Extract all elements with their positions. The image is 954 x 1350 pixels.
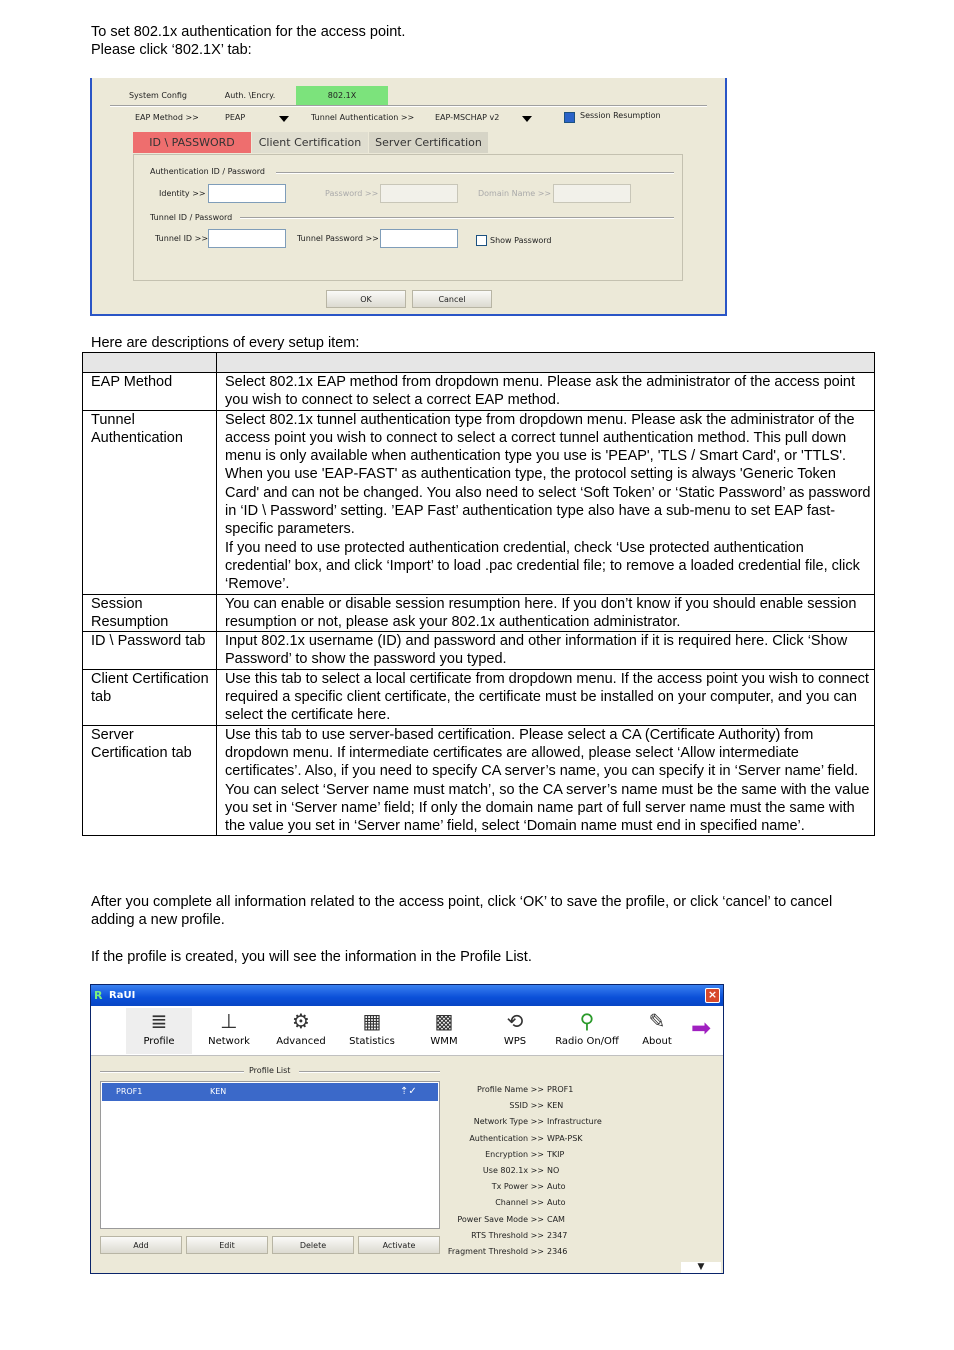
info-row: Fragment Threshold >> 2346 — [447, 1247, 568, 1257]
statistics-icon: ▦ — [362, 1009, 382, 1033]
wmm-icon: ▩ — [434, 1009, 454, 1033]
profile-ssid-cell: KEN — [210, 1087, 227, 1096]
tunnel-password-label: Tunnel Password >> — [297, 234, 379, 243]
toolbar-about[interactable] — [624, 1008, 690, 1054]
next-arrow-icon[interactable]: ➡ — [691, 1014, 712, 1042]
tunnel-id-input[interactable] — [208, 229, 286, 248]
description-table — [82, 352, 875, 836]
ok-button[interactable]: OK — [326, 290, 406, 308]
toolbar-profile[interactable] — [126, 1008, 192, 1054]
add-button[interactable]: Add — [100, 1236, 182, 1254]
table-row — [83, 725, 875, 836]
after-paragraph-1: After you complete all information related to the access point, click ‘OK’ to save the profile, or click ‘cancel’ to cancel adding a new profile. — [91, 894, 833, 928]
profile-row[interactable] — [102, 1083, 438, 1101]
tunnel-auth-dropdown-icon[interactable] — [522, 116, 532, 122]
session-resumption-checkbox[interactable] — [564, 112, 575, 123]
about-icon: ✎ — [648, 1009, 666, 1033]
subtab-id-password[interactable]: ID \ PASSWORD — [133, 132, 251, 153]
toolbar-label: Radio On/Off — [555, 1036, 619, 1047]
password-label: Password >> — [325, 189, 379, 198]
eap-method-select[interactable]: PEAP — [225, 113, 246, 122]
toolbar-label: Network — [208, 1036, 250, 1047]
after-paragraph-2: If the profile is created, you will see the information in the Profile List. — [91, 949, 532, 965]
desc-cell: You can enable or disable session resumption here. If you don’t know if you should enable session resumption or not, please ask your 802.1x authentication administrator. — [217, 594, 875, 632]
profile-info-panel — [434, 1082, 602, 1260]
toolbar-statistics[interactable] — [339, 1008, 405, 1054]
tunnel-id-label: Tunnel ID >> — [155, 234, 209, 243]
main-tabs — [112, 86, 388, 105]
tunnel-group-title: Tunnel ID / Password — [150, 213, 233, 222]
toolbar-label: WPS — [503, 1036, 527, 1047]
item-cell: Tunnel Authentication — [83, 410, 217, 594]
item-cell: ID \ Password tab — [83, 632, 217, 670]
toolbar-label: Profile — [143, 1036, 175, 1047]
raui-titlebar — [91, 985, 723, 1006]
info-row: Channel >> Auto — [495, 1198, 566, 1208]
domain-input[interactable] — [553, 184, 631, 203]
cancel-button[interactable]: Cancel — [412, 290, 492, 308]
network-icon: ⊥ — [220, 1009, 238, 1033]
toolbar-wmm[interactable] — [411, 1008, 477, 1054]
table-header-cell — [217, 353, 875, 373]
tab-divider — [110, 105, 707, 107]
app-logo-icon: R — [94, 989, 103, 1002]
info-row: Tx Power >> Auto — [491, 1182, 566, 1192]
table-header-row — [83, 353, 875, 373]
toolbar-radio-onoff[interactable] — [551, 1008, 623, 1054]
desc-paragraph: Select 802.1x tunnel authentication type from dropdown menu. Please ask the administrator of the access point you wish to connect to select a correct tunnel authentication method. This pull down menu is only available when authentication type you use is 'PEAP', 'TLS / Smart Card', or 'TTLS'. When you use 'EAP-FAST' as authentication type, the protocol setting is always 'Generic Token Card' and can not be changed. You also need to select ‘Soft Token’ or ‘Static Password’ as password in ‘ID \ Password’ setting. ’EAP Fast’ authentication type also have a sub-menu to set EAP fast-specific parameters. — [225, 411, 871, 538]
toolbar-label: Statistics — [349, 1036, 395, 1047]
tunnel-group-line — [240, 217, 674, 219]
info-row: Use 802.1x >> NO — [482, 1166, 560, 1176]
toolbar-advanced[interactable] — [268, 1008, 334, 1054]
toolbar-label: About — [642, 1036, 672, 1047]
descriptions-heading: Here are descriptions of every setup item: — [91, 335, 360, 351]
domain-label: Domain Name >> — [478, 189, 552, 198]
info-row: Profile Name >> PROF1 — [477, 1085, 574, 1094]
desc-cell: Use this tab to select a local certificate from dropdown menu. If the access point you wish to connect required a specific client certificate, the certificate must be installed on your computer, and you can select the certificate here. — [217, 669, 875, 725]
toolbar-label: Advanced — [276, 1036, 326, 1047]
delete-button[interactable]: Delete — [272, 1236, 354, 1254]
tunnel-password-input[interactable] — [380, 229, 458, 248]
tab-auth-encry[interactable]: Auth. \Encry. — [224, 91, 276, 100]
tab-system-config[interactable]: System Config — [128, 91, 188, 100]
subtab-client-certification[interactable]: Client Certification — [252, 132, 368, 153]
info-row: Encryption >> TKIP — [485, 1149, 565, 1159]
item-cell: Server Certification tab — [83, 725, 217, 836]
show-password-label: Show Password — [490, 236, 552, 245]
edit-button[interactable]: Edit — [186, 1236, 268, 1254]
info-row: Authentication >> WPA-PSK — [469, 1133, 583, 1143]
raui-toolbar — [91, 1006, 723, 1056]
info-row: SSID >> KEN — [509, 1101, 564, 1111]
profile-list-line-left — [100, 1071, 244, 1073]
advanced-gear-icon: ⚙ — [292, 1009, 310, 1033]
identity-input[interactable] — [208, 184, 286, 203]
info-row: Network Type >> Infrastructure — [473, 1117, 602, 1127]
intro-line-2: Please click ‘802.1X’ tab: — [91, 42, 252, 58]
table-row — [83, 669, 875, 725]
table-row — [83, 373, 875, 411]
activate-button[interactable]: Activate — [358, 1236, 440, 1254]
radio-antenna-icon: ⚲ — [579, 1009, 595, 1033]
table-row — [83, 410, 875, 594]
desc-paragraph: If you need to use protected authentication credential, check ‘Use protected authentication credential’ box, and click ‘Import’ to load .pac credential file; to remove a loaded credential file, click ‘Remove’. — [225, 539, 860, 593]
auth-group-line — [276, 172, 674, 174]
item-cell: Client Certification tab — [83, 669, 217, 725]
profile-status-icon: ⇡✓ — [400, 1086, 417, 1097]
desc-cell: Use this tab to use server-based certification. Please select a CA (Certificate Authority) from dropdown menu. If intermediate certificates are allowed, please select ‘Allow intermediate certificates’. Also, if you need to specify CA server’s name, you can specify it in ‘Server name’ field. You can select ‘Server name must match’, so the CA server’s name must be the same with the value you set in ‘Server name’ field; If only the domain name part of full server name must the same with the value you set in ‘Server name’ field, select ‘Domain name must end in specified name’. — [217, 725, 875, 836]
profile-name-cell: PROF1 — [116, 1087, 143, 1096]
identity-label: Identity >> — [159, 189, 206, 198]
intro-line-1: To set 802.1x authentication for the access point. — [91, 24, 406, 40]
profile-icon: ≣ — [150, 1009, 168, 1033]
item-cell: EAP Method — [83, 373, 217, 411]
item-cell: Session Resumption — [83, 594, 217, 632]
eap-method-dropdown-icon[interactable] — [279, 116, 289, 122]
auth-group-title: Authentication ID / Password — [150, 167, 265, 176]
password-input[interactable] — [380, 184, 458, 203]
show-password-checkbox[interactable] — [476, 235, 487, 246]
window-title: RaUI — [109, 990, 136, 1001]
scroll-down-icon[interactable]: ▼ — [681, 1262, 721, 1273]
profile-list — [100, 1081, 440, 1229]
toolbar-wps[interactable] — [482, 1008, 548, 1054]
close-button[interactable]: × — [705, 988, 720, 1003]
tunnel-auth-label: Tunnel Authentication >> — [311, 113, 415, 122]
wps-icon: ⟲ — [506, 1009, 524, 1033]
toolbar-network[interactable] — [196, 1008, 262, 1054]
session-resumption-label: Session Resumption — [580, 111, 661, 120]
toolbar-label: WMM — [430, 1036, 458, 1047]
profile-list-title: Profile List — [249, 1066, 291, 1075]
info-row: Power Save Mode >> CAM — [457, 1214, 565, 1224]
subtab-server-certification[interactable]: Server Certification — [369, 132, 488, 153]
eap-method-label: EAP Method >> — [135, 113, 199, 122]
table-row — [83, 594, 875, 632]
tunnel-auth-select[interactable]: EAP-MSCHAP v2 — [435, 113, 500, 122]
raui-window — [90, 984, 724, 1274]
table-header-cell — [83, 353, 217, 373]
desc-cell: Select 802.1x EAP method from dropdown menu. Please ask the administrator of the access point you wish to connect to select a correct EAP method. — [217, 373, 875, 411]
profile-list-line-right — [299, 1071, 440, 1073]
desc-cell — [217, 410, 875, 594]
info-row: RTS Threshold >> 2347 — [471, 1230, 568, 1240]
table-row — [83, 632, 875, 670]
tab-8021x[interactable]: 802.1X — [296, 86, 388, 105]
dot1x-dialog — [90, 78, 727, 316]
desc-cell: Input 802.1x username (ID) and password and other information if it is required here. Click ‘Show Password’ to show the password you typed. — [217, 632, 875, 670]
